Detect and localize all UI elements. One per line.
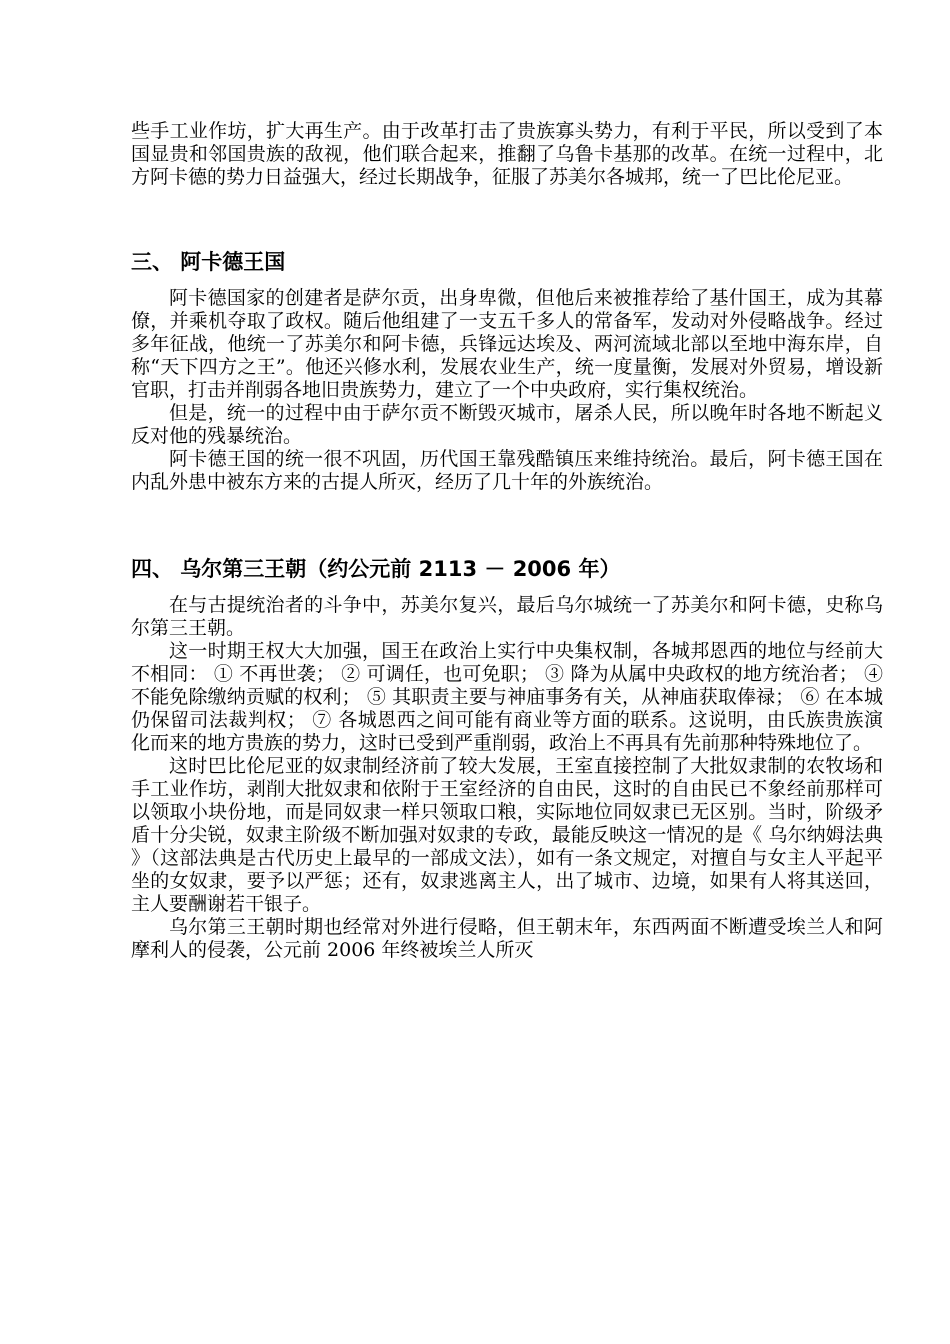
document-page [131, 120, 883, 962]
ur-paragraph-4: 乌尔第三王朝时期也经常对外进行侵略，但王朝末年，东西两面不断遭受埃兰人和阿摩利人的侵袭，公元前 2006 年终被埃兰人所灭 [131, 916, 883, 961]
ur-paragraph-2: 这一时期王权大大加强，国王在政治上实行中央集权制，各城邦恩西的地位与经前大不相同： ① 不再世袭； ② 可调任，也可免职； ③ 降为从属中央政权的地方统治者； ④ 不能免除缴纳贡赋的权利； ⑤ 其职责主要与神庙事务有关，从神庙获取俸禄； ⑥ 在本城仍保留司法裁判权； ⑦ 各城恩西之间可能有商业等方面的联系。这说明，由氏族贵族演化而来的地方贵族的势力，这时已受到严重削弱，政治上不再具有先前那种特殊地位了。 [131, 640, 883, 754]
akkad-paragraph-3: 阿卡德王国的统一很不巩固，历代国王靠残酷镇压来维持统治。最后，阿卡德王国在内乱外患中被东方来的古提人所灭，经历了几十年的外族统治。 [131, 448, 883, 493]
section-heading-akkad: 三、 阿卡德王国 [131, 250, 286, 274]
ur-paragraph-3: 这时巴比伦尼亚的奴隶制经济前了较大发展，王室直接控制了大批奴隶制的农牧场和手工业作坊，剥削大批奴隶和依附于王室经济的自由民，这时的自由民已不象经前那样可以领取小块份地，而是同奴隶一样只领取口粮，实际地位同奴隶已无区别。当时，阶级矛盾十分尖锐，奴隶主阶级不断加强对奴隶的专政，最能反映这一情况的是《 乌尔纳姆法典 》（这部法典是古代历史上最早的一部成文法），如有一条文规定，对擅自与女主人平起平坐的女奴隶，要予以严惩；还有，奴隶逃离主人，出了城市、边境，如果有人将其送回，主人要酬谢若干银子。 [131, 755, 883, 915]
section-heading-ur-third-dynasty: 四、 乌尔第三王朝（约公元前 2113 － 2006 年） [131, 557, 621, 581]
akkad-paragraph-1: 阿卡德国家的创建者是萨尔贡，出身卑微，但他后来被推荐给了基什国王，成为其幕僚，并乘机夺取了政权。随后他组建了一支五千多人的常备军，发动对外侵略战争。经过多年征战，他统一了苏美尔和阿卡德，兵锋远达埃及、两河流域北部以至地中海东岸，自称“天下四方之王”。他还兴修水利，发展农业生产，统一度量衡，发展对外贸易，增设新官职，打击并削弱各地旧贵族势力，建立了一个中央政府，实行集权统治。 [131, 287, 883, 401]
akkad-paragraph-2: 但是，统一的过程中由于萨尔贡不断毁灭城市，屠杀人民，所以晚年时各地不断起义反对他的残暴统治。 [131, 402, 883, 447]
ur-paragraph-1: 在与古提统治者的斗争中，苏美尔复兴，最后乌尔城统一了苏美尔和阿卡德，史称乌尔第三王朝。 [131, 594, 883, 639]
intro-paragraph: 些手工业作坊，扩大再生产。由于改革打击了贵族寡头势力，有利于平民，所以受到了本国显贵和邻国贵族的敌视，他们联合起来，推翻了乌鲁卡基那的改革。在统一过程中，北方阿卡德的势力日益强大，经过长期战争，征服了苏美尔各城邦，统一了巴比伦尼亚。 [131, 120, 883, 188]
